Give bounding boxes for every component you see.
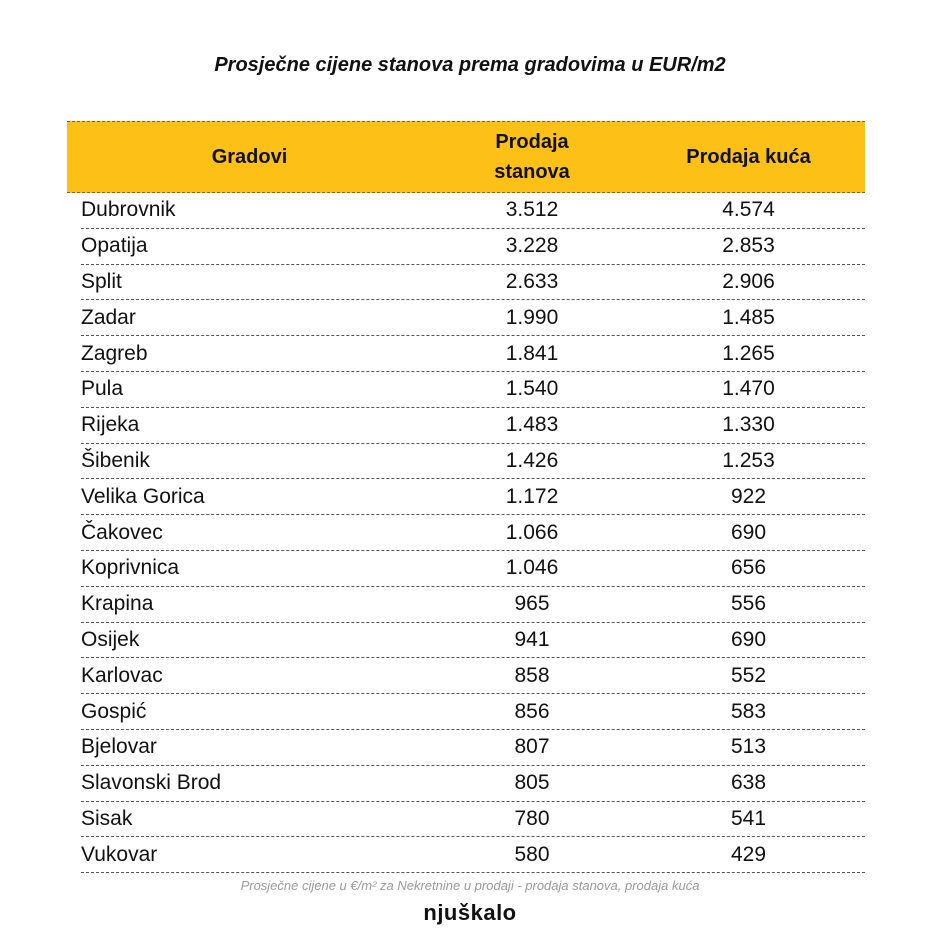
brand-logo: njuškalo [423, 900, 517, 925]
cell-prodaja-kuca: 1.253 [722, 448, 775, 472]
table-row [81, 265, 865, 301]
header-gradovi: Gradovi [211, 145, 288, 168]
cell-prodaja-stanova: 3.228 [505, 234, 559, 258]
cell-city: Krapina [81, 592, 154, 616]
cell-prodaja-kuca: 656 [730, 556, 767, 580]
cell-city: Opatija [81, 234, 148, 258]
cell-prodaja-stanova: 780 [514, 806, 550, 830]
table-row [81, 372, 865, 408]
cell-prodaja-stanova: 3.512 [505, 198, 559, 222]
cell-prodaja-stanova: 1.841 [505, 341, 559, 365]
cell-city: Koprivnica [81, 556, 180, 580]
cell-city: Velika Gorica [81, 484, 205, 508]
cell-prodaja-kuca: 2.853 [722, 234, 775, 258]
cell-prodaja-kuca: 1.330 [722, 413, 775, 437]
cell-prodaja-kuca: 690 [730, 520, 767, 544]
cell-prodaja-stanova: 856 [514, 699, 550, 723]
table-row [81, 444, 865, 480]
cell-city: Split [81, 269, 122, 293]
table-row [81, 587, 865, 623]
table-row [81, 837, 865, 873]
cell-prodaja-stanova: 1.046 [505, 556, 559, 580]
cell-city: Bjelovar [81, 735, 157, 759]
cell-prodaja-kuca: 690 [730, 627, 767, 651]
table-row [81, 551, 865, 587]
table-row [81, 193, 865, 229]
cell-prodaja-stanova: 1.483 [505, 413, 559, 437]
cell-prodaja-kuca: 1.485 [722, 305, 775, 329]
cell-prodaja-stanova: 858 [514, 663, 550, 687]
table-row [81, 766, 865, 802]
table-row [81, 479, 865, 515]
price-table [67, 121, 865, 873]
table-row [81, 408, 865, 444]
cell-city: Osijek [81, 627, 140, 651]
cell-prodaja-stanova: 1.066 [505, 520, 559, 544]
cell-prodaja-kuca: 429 [730, 842, 767, 866]
header-prodaja-stanova-line1: Prodaja [495, 131, 569, 153]
cell-city: Rijeka [81, 413, 140, 437]
cell-prodaja-stanova: 965 [514, 592, 550, 616]
cell-prodaja-kuca: 638 [730, 771, 767, 795]
cell-prodaja-stanova: 807 [514, 735, 550, 759]
cell-city: Zagreb [81, 341, 148, 365]
cell-prodaja-kuca: 922 [730, 484, 767, 508]
cell-prodaja-kuca: 541 [730, 806, 767, 830]
cell-prodaja-kuca: 513 [730, 735, 767, 759]
cell-prodaja-stanova: 1.426 [505, 448, 559, 472]
cell-prodaja-stanova: 805 [514, 771, 550, 795]
cell-city: Pula [81, 377, 124, 401]
table-row [81, 623, 865, 659]
cell-city: Gospić [81, 699, 147, 723]
cell-prodaja-kuca: 1.470 [722, 377, 775, 401]
cell-city: Čakovec [81, 520, 163, 544]
table-row [81, 336, 865, 372]
footnote: Prosječne cijene u €/m² za Nekretnine u prodaji - prodaja stanova, prodaja kuća [240, 878, 700, 893]
cell-prodaja-stanova: 1.990 [505, 305, 559, 329]
table-body [67, 193, 865, 873]
cell-city: Vukovar [81, 842, 158, 866]
cell-city: Sisak [81, 806, 133, 830]
table-row [81, 802, 865, 838]
cell-city: Dubrovnik [81, 198, 176, 222]
cell-city: Zadar [81, 305, 136, 329]
cell-prodaja-stanova: 2.633 [505, 269, 559, 293]
cell-prodaja-kuca: 1.265 [722, 341, 775, 365]
cell-prodaja-stanova: 1.172 [505, 484, 559, 508]
cell-city: Slavonski Brod [81, 771, 222, 795]
cell-prodaja-kuca: 552 [730, 663, 767, 687]
cell-prodaja-stanova: 941 [514, 627, 550, 651]
header-prodaja-stanova [432, 127, 632, 187]
table-row [81, 229, 865, 265]
table-row [81, 300, 865, 336]
cell-prodaja-kuca: 556 [730, 592, 767, 616]
cell-prodaja-stanova: 1.540 [505, 377, 559, 401]
header-prodaja-kuca: Prodaja kuća [686, 145, 811, 168]
cell-city: Šibenik [81, 448, 150, 472]
table-header [67, 121, 865, 193]
table-row [81, 730, 865, 766]
cell-prodaja-kuca: 4.574 [722, 198, 775, 222]
cell-city: Karlovac [81, 663, 163, 687]
cell-prodaja-stanova: 580 [514, 842, 550, 866]
table-row [81, 694, 865, 730]
header-prodaja-stanova-line2: stanova [494, 161, 570, 183]
cell-prodaja-kuca: 2.906 [722, 269, 775, 293]
chart-title: Prosječne cijene stanova prema gradovima u EUR/m2 [214, 54, 726, 76]
cell-prodaja-kuca: 583 [730, 699, 767, 723]
table-row [81, 658, 865, 694]
table-row [81, 515, 865, 551]
